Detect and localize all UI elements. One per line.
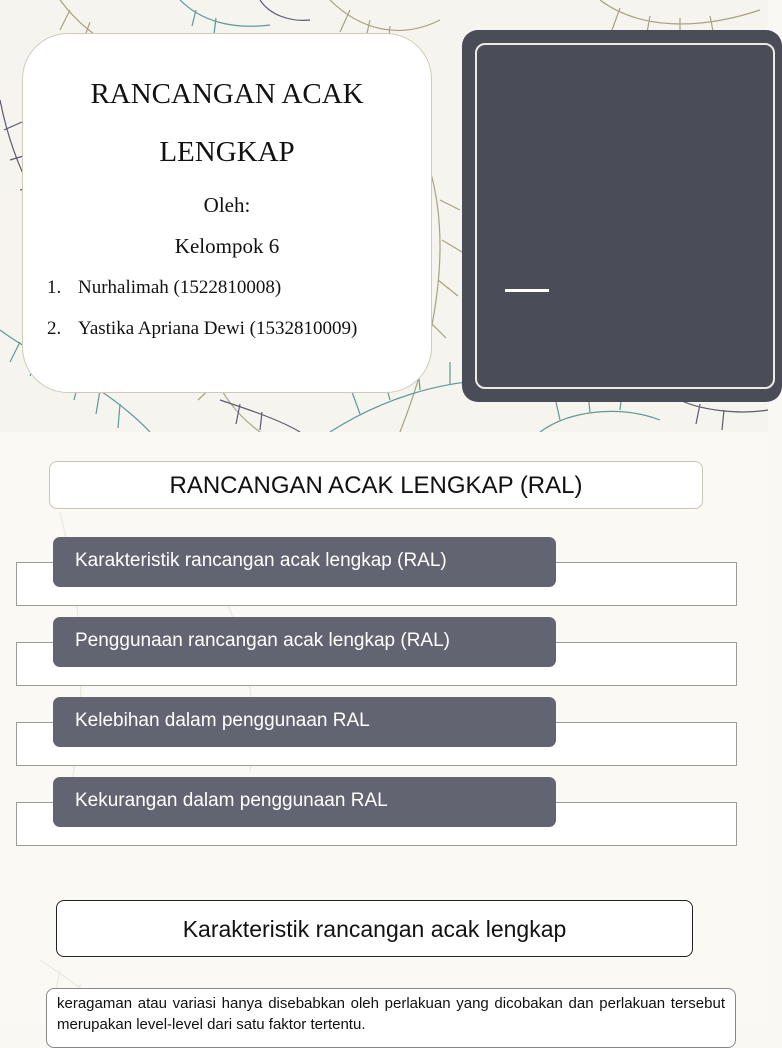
- dash-line: [505, 289, 549, 292]
- member-2-number: 2.: [47, 318, 62, 339]
- list-item-penggunaan: Penggunaan rancangan acak lengkap (RAL): [53, 617, 556, 667]
- dark-panel-border: [475, 43, 775, 389]
- title-line-1: RANCANGAN ACAK: [90, 78, 364, 110]
- body-text: keragaman atau variasi hanya disebabkan oleh perlakuan yang dicobakan dan perlakuan tersebut merupakan level-level dari satu faktor tertentu.: [46, 988, 736, 1048]
- list-item-karakteristik: Karakteristik rancangan acak lengkap (RAL): [53, 537, 556, 587]
- member-2: [47, 318, 357, 340]
- outline-title: RANCANGAN ACAK LENGKAP (RAL): [49, 461, 703, 509]
- list-item-kelebihan: Kelebihan dalam penggunaan RAL: [53, 697, 556, 747]
- section-title: Karakteristik rancangan acak lengkap: [56, 900, 693, 957]
- title-card: [22, 33, 432, 393]
- member-1-number: 1.: [47, 277, 62, 298]
- member-1-name: Nurhalimah (1522810008): [78, 277, 282, 298]
- member-1: [47, 277, 281, 299]
- by-label: Oleh:: [203, 193, 251, 217]
- outline-slide: [0, 432, 768, 870]
- content-slide: [0, 870, 768, 1033]
- group-name: Kelompok 6: [174, 234, 280, 258]
- member-2-name: Yastika Apriana Dewi (1532810009): [78, 318, 358, 339]
- list-item-kekurangan: Kekurangan dalam penggunaan RAL: [53, 777, 556, 827]
- title-line-2: LENGKAP: [159, 136, 295, 168]
- title-slide: [0, 0, 768, 432]
